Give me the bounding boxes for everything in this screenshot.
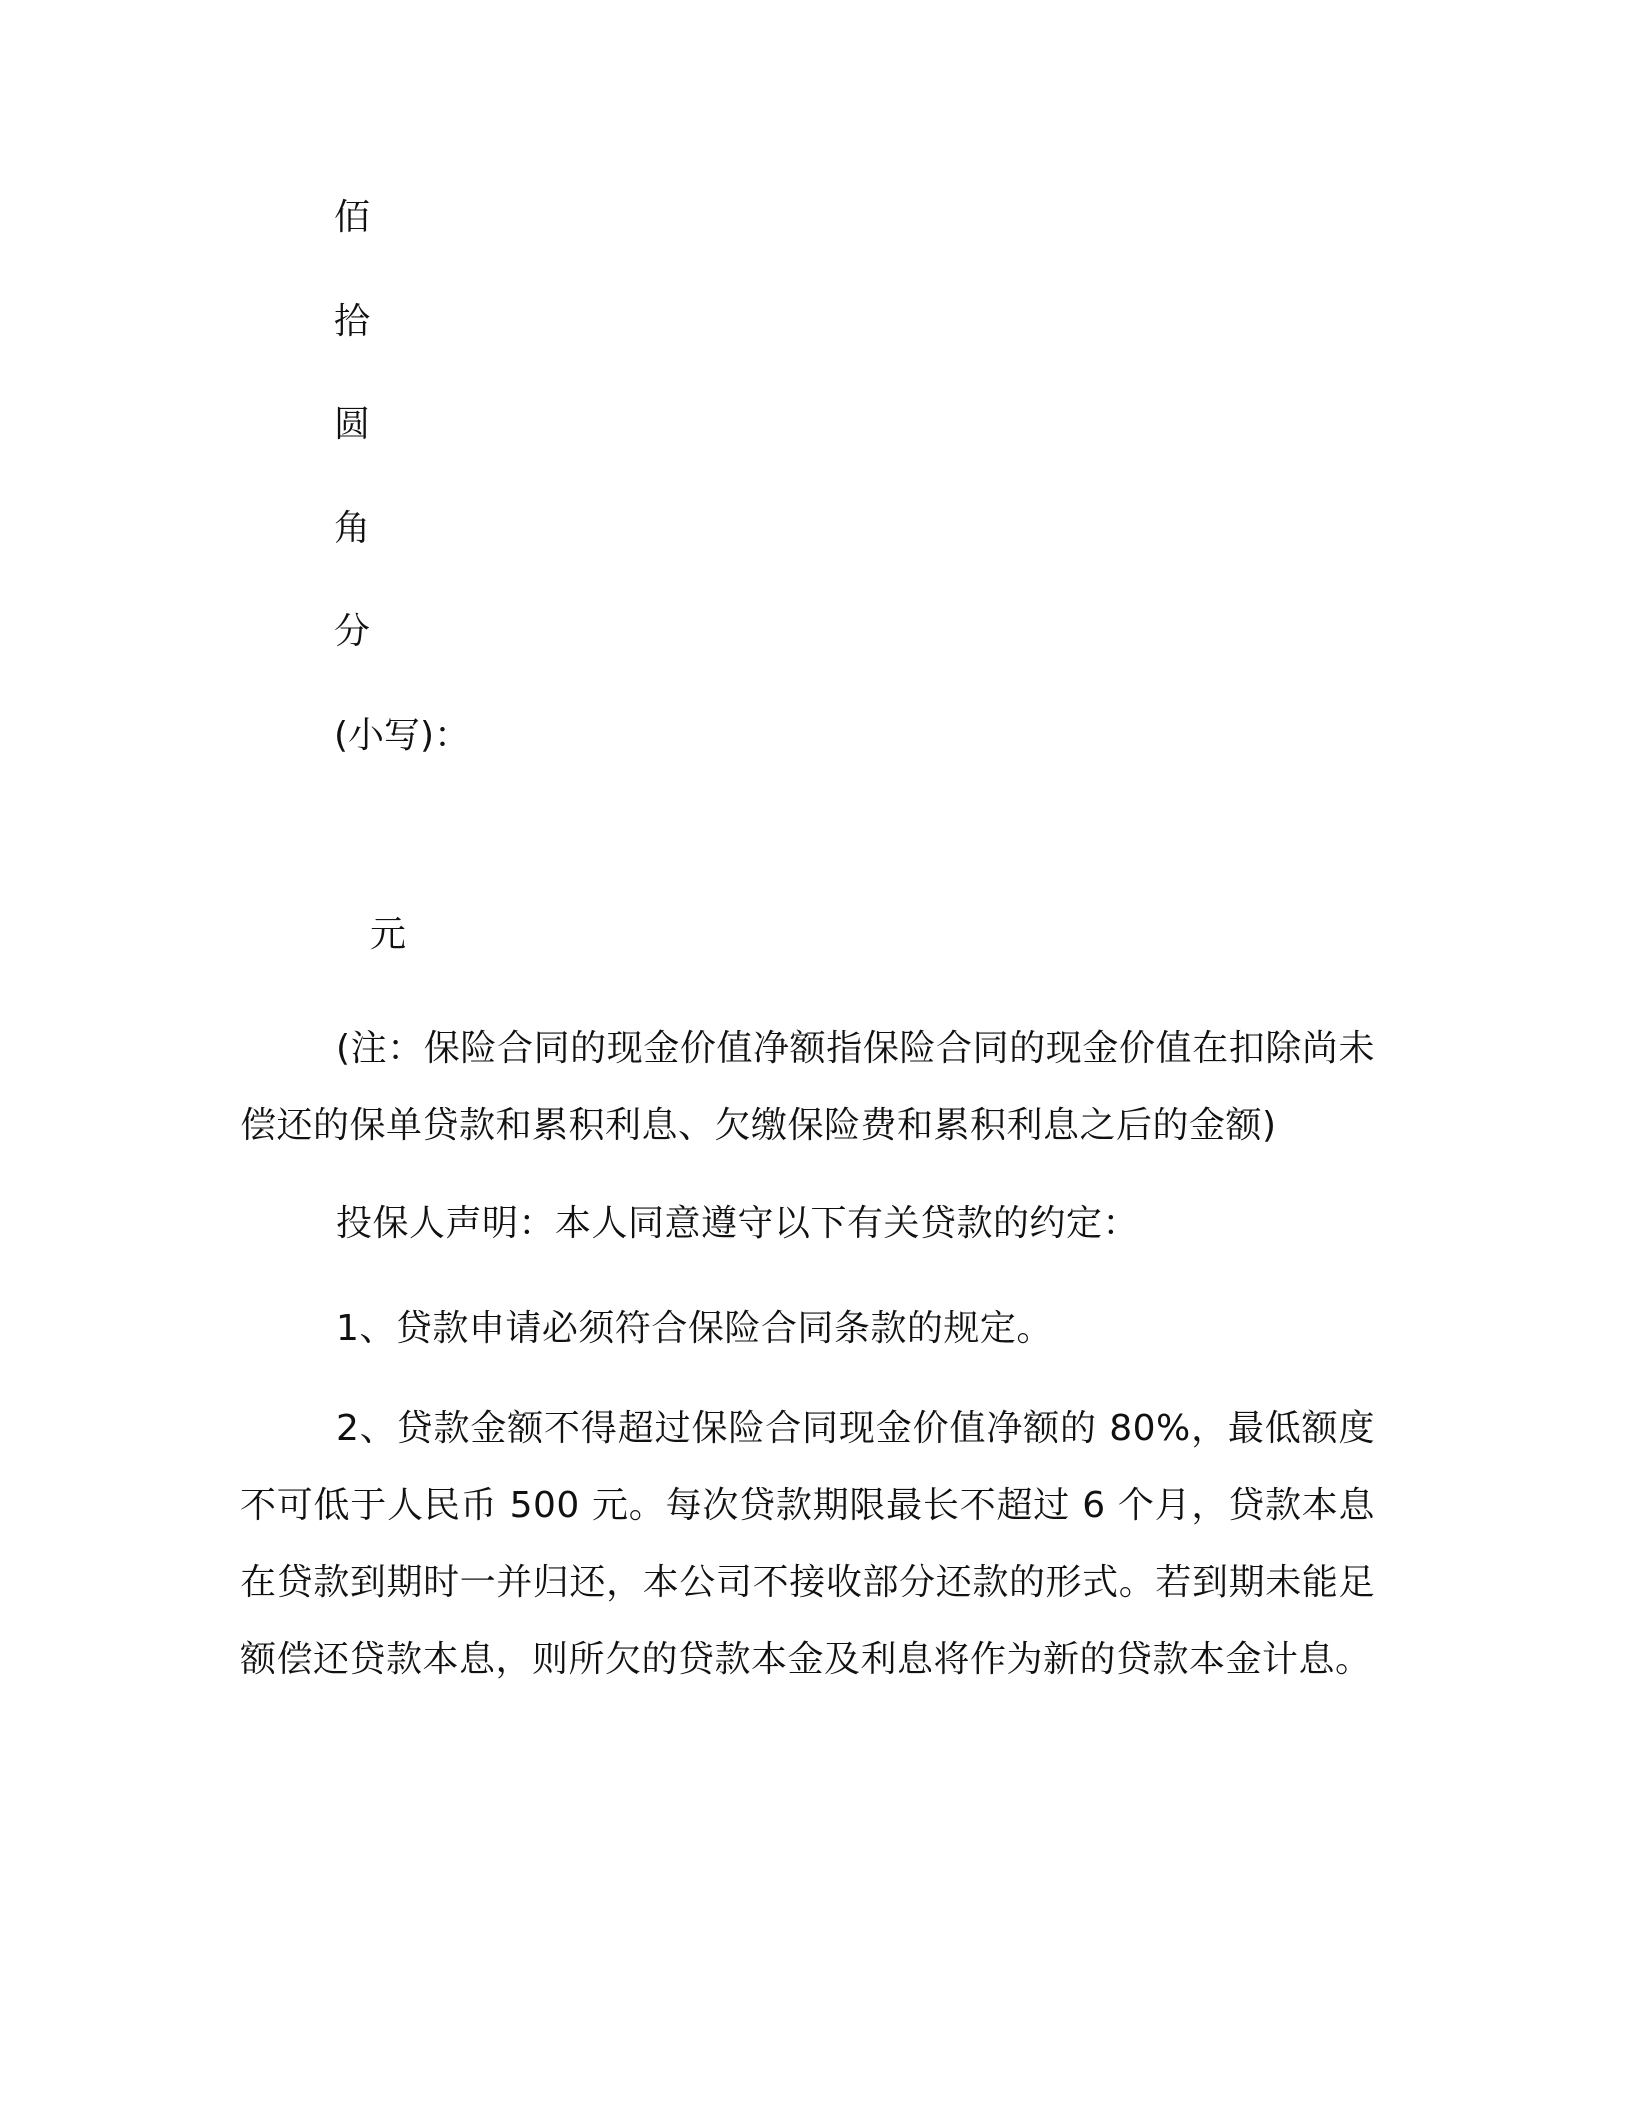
unit-fen: 分: [334, 611, 371, 652]
declaration-heading: 投保人声明：本人同意遵守以下有关贷款的约定：: [336, 1203, 1140, 1244]
unit-jiao: 角: [334, 508, 371, 549]
lowercase-label: (小写)：: [334, 715, 471, 756]
unit-yuan-big: 圆: [334, 404, 371, 445]
unit-shi: 拾: [334, 301, 371, 342]
clause-2: 2、贷款金额不得超过保险合同现金价值净额的 80%，最低额度不可低于人民币 500 元。每次贷款期限最长不超过 6 个月，贷款本息在贷款到期时一并归还，本公司不接收部分还款的形式。若到期未能足额偿还贷款本息，则所欠的贷款本金及利息将作为新的贷款本金计息。: [240, 1408, 1375, 1680]
note-paragraph: (注：保险合同的现金价值净额指保险合同的现金价值在扣除尚未偿还的保单贷款和累积利息、欠缴保险费和累积利息之后的金额): [240, 1028, 1375, 1146]
yuan-label: 元: [370, 914, 407, 955]
unit-bai: 佰: [334, 197, 371, 238]
clause-1: 1、贷款申请必须符合保险合同条款的规定。: [336, 1308, 1053, 1349]
